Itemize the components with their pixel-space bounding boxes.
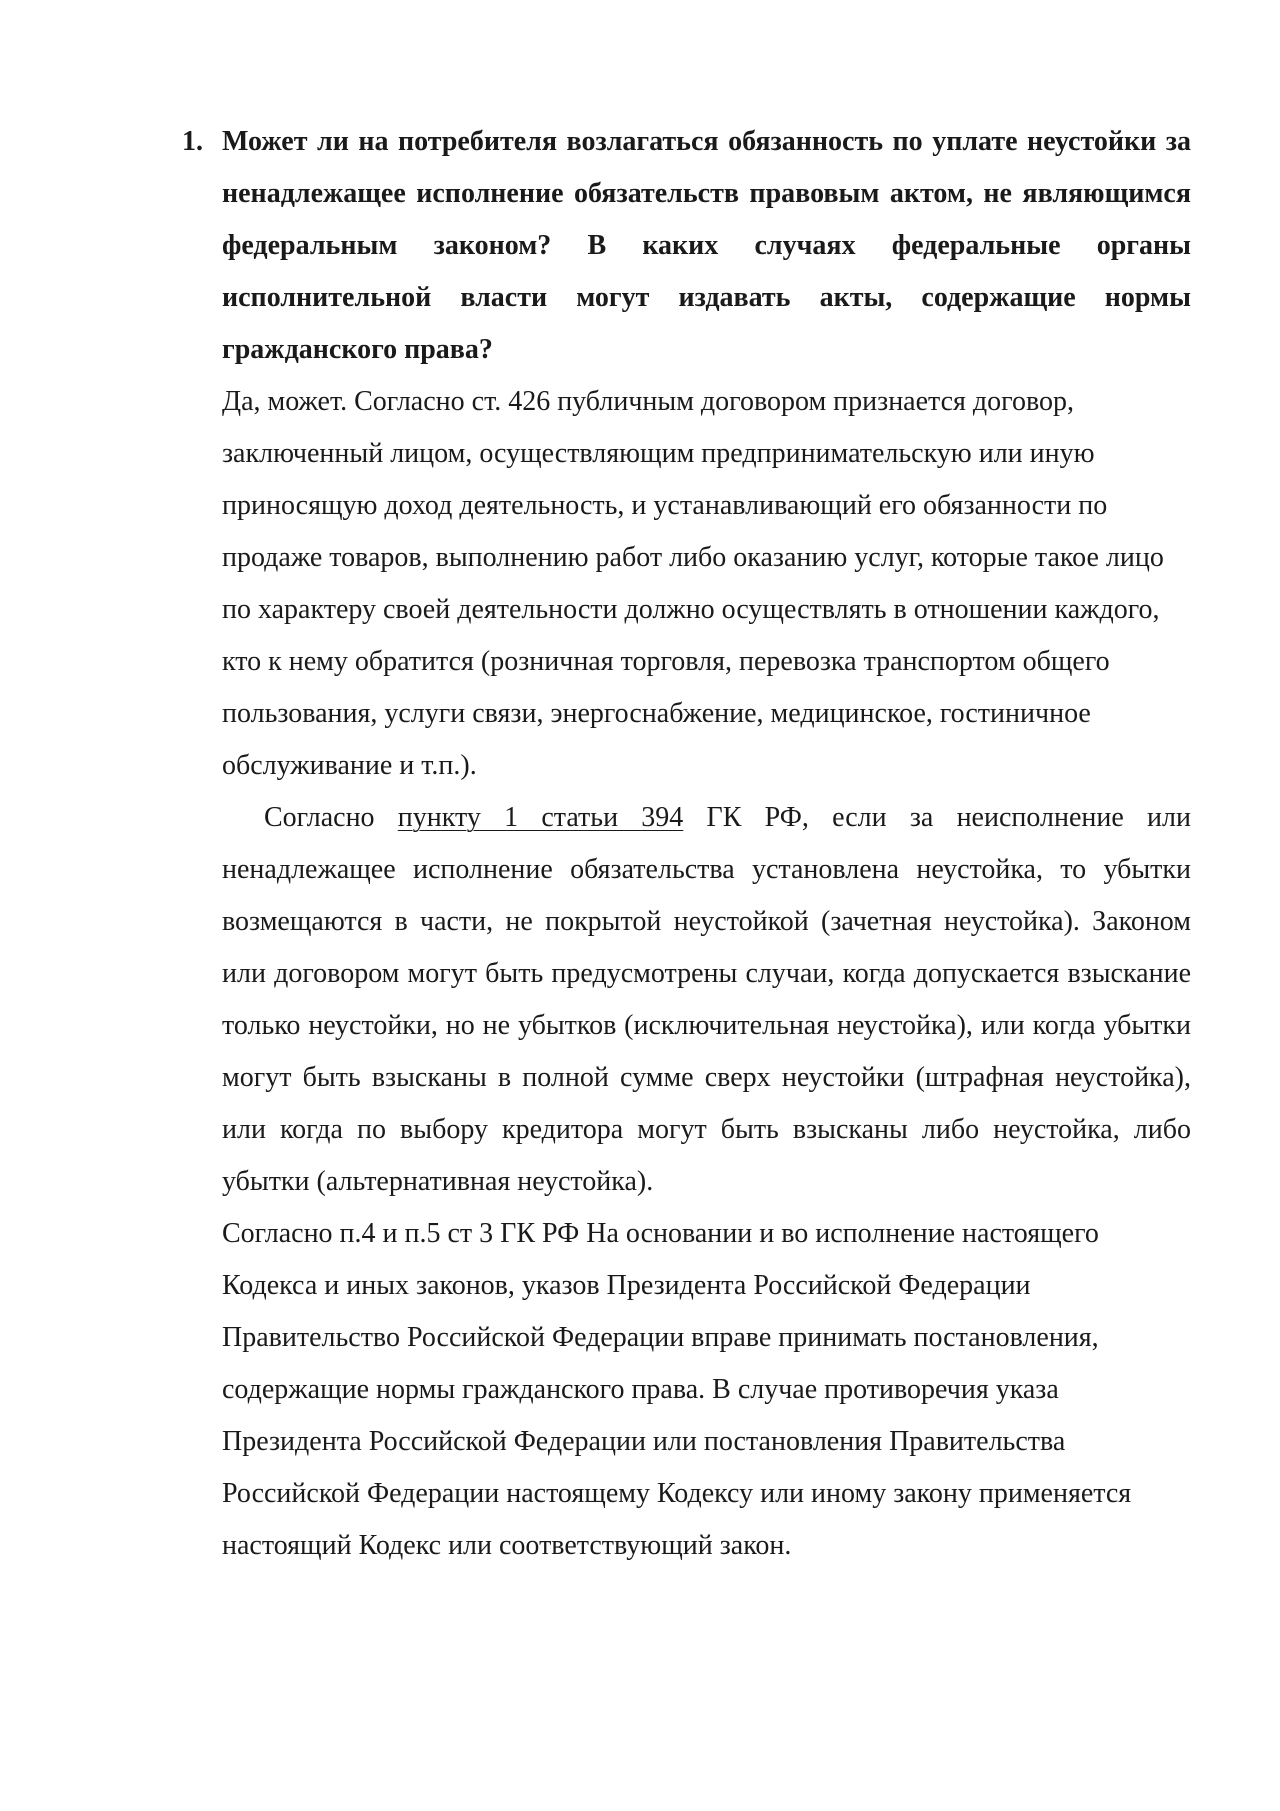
- answer-paragraph-2: [222, 792, 1191, 1208]
- answer-paragraph-1: Да, может. Согласно ст. 426 публичным договором признается договор, заключенный лицом, осуществляющим предпринимательскую или иную приносящую доход деятельность, и устанавливающий его обязанности по продаже товаров, выполнению работ либо оказанию услуг, которые такое лицо по характеру своей деятельности должно осуществлять в отношении каждого, кто к нему обратится (розничная торговля, перевозка транспортом общего пользования, услуги связи, энергоснабжение, медицинское, гостиничное обслуживание и т.п.).: [222, 386, 1164, 781]
- paragraph-2-body: ГК РФ, если за неисполнение или ненадлежащее исполнение обязательства установлена неустойка, то убытки возмещаются в части, не покрытой неустойкой (зачетная неустойка). Законом или договором могут быть предусмотрены случаи, когда допускается взыскание только неустойки, но не убытков (исключительная неустойка), или когда убытки могут быть взысканы в полной сумме сверх неустойки (штрафная неустойка), или когда по выбору кредитора могут быть взысканы либо неустойка, либо убытки (альтернативная неустойка).: [222, 802, 1191, 1197]
- paragraph-2-lead: Согласно: [264, 802, 398, 833]
- article-394-link[interactable]: пункту 1 статьи 394: [397, 802, 684, 833]
- answer-paragraph-3: Согласно п.4 и п.5 ст 3 ГК РФ На основании и во исполнение настоящего Кодекса и иных законов, указов Президента Российской Федерации Правительство Российской Федерации вправе принимать постановления, содержащие нормы гражданского права. В случае противоречия указа Президента Российской Федерации или постановления Правительства Российской Федерации настоящему Кодексу или иному закону применяется настоящий Кодекс или соответствующий закон.: [222, 1218, 1132, 1561]
- question-text: Может ли на потребителя возлагаться обязанность по уплате неустойки за ненадлежащее исполнение обязательств правовым актом, не являющимся федеральным законом? В каких случаях федеральные органы исполнительной власти могут издавать акты, содержащие нормы гражданского права?: [222, 126, 1191, 365]
- list-number: 1.: [182, 126, 203, 157]
- question-1: [182, 116, 1191, 376]
- document-content: [182, 116, 1191, 1572]
